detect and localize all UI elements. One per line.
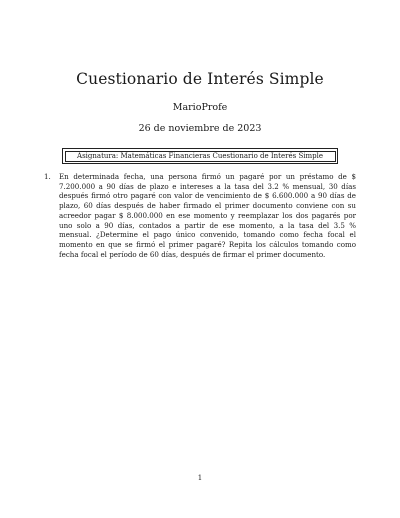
document-author: MarioProfe xyxy=(172,102,228,113)
subject-box-text: Asignatura: Matemáticas Financieras Cuestionario de Interés Simple xyxy=(65,151,336,162)
document-date: 26 de noviembre de 2023 xyxy=(138,123,262,134)
subject-box xyxy=(62,148,338,164)
question-text: En determinada fecha, una persona firmó un pagaré por un préstamo de $ 7.200.000 a 90 días de plazo e intereses a la tasa del 3.2 % mensual, 30 días después firmó otro pagaré con valor de vencimiento de $ 6.600.000 a 90 días de plazo, 60 días después de haber firmado el primer documento conviene con su acreedor pagar $ 8.000.000 en ese momento y reemplazar los dos pagarés por uno solo a 90 días, contados a partir de ese momento, a la tasa del 3.5 % mensual. ¿Determine el pago único convenido, tomando como fecha focal el momento en que se firmó el primer pagaré? Repita los cálculos tomando como fecha focal el período de 60 días, después de firmar el primer documento. xyxy=(59,172,356,259)
question-item xyxy=(44,172,356,259)
page-number: 1 xyxy=(197,474,203,482)
document-title: Cuestionario de Interés Simple xyxy=(76,70,324,88)
question-number: 1. xyxy=(44,172,51,181)
